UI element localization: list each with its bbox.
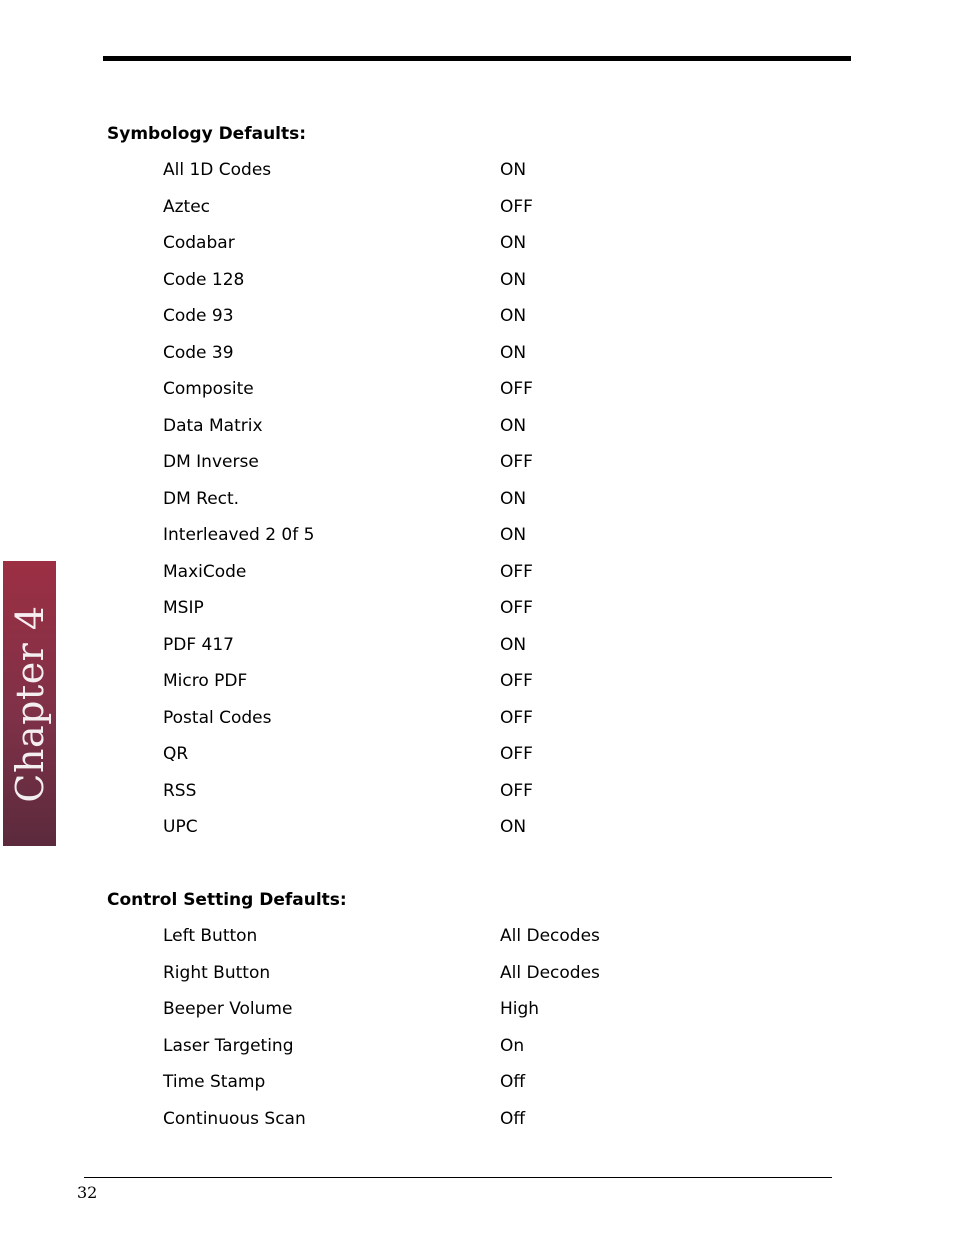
list-item <box>163 781 723 818</box>
setting-value: OFF <box>500 598 533 618</box>
setting-value: OFF <box>500 561 533 582</box>
setting-value: OFF <box>500 196 533 217</box>
list-item <box>163 562 723 599</box>
setting-value: ON <box>500 160 527 180</box>
setting-label: DM Inverse <box>163 452 259 472</box>
setting-label: Laser Targeting <box>163 1035 294 1056</box>
setting-value: ON <box>500 233 527 253</box>
setting-value: ON <box>500 269 527 290</box>
setting-value: OFF <box>500 452 533 472</box>
setting-label: Time Stamp <box>163 1072 266 1092</box>
setting-label: Micro PDF <box>163 671 248 691</box>
list-item <box>163 197 723 234</box>
setting-label: MaxiCode <box>163 561 247 582</box>
setting-label: Data Matrix <box>163 415 263 436</box>
list-item <box>163 379 723 416</box>
setting-value: ON <box>500 342 527 363</box>
list-item <box>163 306 723 343</box>
page-number: 32 <box>77 1183 98 1202</box>
control-setting-defaults-list <box>163 926 723 1145</box>
setting-value: OFF <box>500 780 533 801</box>
setting-value: Off <box>500 1072 526 1092</box>
setting-label: Postal Codes <box>163 707 272 728</box>
chapter-tab-label: Chapter 4 <box>7 604 52 803</box>
list-item <box>163 452 723 489</box>
setting-value: ON <box>500 306 527 326</box>
setting-value: OFF <box>500 744 533 764</box>
list-item <box>163 343 723 380</box>
setting-value: ON <box>500 488 527 509</box>
list-item <box>163 1036 723 1073</box>
symbology-defaults-heading: Symbology Defaults: <box>107 124 307 144</box>
symbology-defaults-list <box>163 160 723 854</box>
list-item <box>163 817 723 854</box>
setting-value: ON <box>500 415 527 436</box>
list-item <box>163 1109 723 1146</box>
setting-label: All 1D Codes <box>163 160 272 180</box>
list-item <box>163 1072 723 1109</box>
list-item <box>163 598 723 635</box>
setting-label: Code 39 <box>163 342 234 363</box>
setting-value: OFF <box>500 707 533 728</box>
list-item <box>163 926 723 963</box>
list-item <box>163 160 723 197</box>
list-item <box>163 963 723 1000</box>
setting-label: Interleaved 2 0f 5 <box>163 525 315 545</box>
setting-value: ON <box>500 634 527 655</box>
list-item <box>163 635 723 672</box>
setting-value: Off <box>500 1108 526 1129</box>
setting-label: QR <box>163 744 189 764</box>
setting-label: UPC <box>163 817 198 837</box>
list-item <box>163 525 723 562</box>
setting-label: DM Rect. <box>163 488 240 509</box>
setting-label: Composite <box>163 379 254 399</box>
setting-label: Beeper Volume <box>163 999 293 1019</box>
setting-value: ON <box>500 525 527 545</box>
setting-label: Aztec <box>163 196 211 217</box>
list-item <box>163 270 723 307</box>
setting-value: All Decodes <box>500 926 600 946</box>
control-setting-defaults-heading: Control Setting Defaults: <box>107 890 347 910</box>
list-item <box>163 744 723 781</box>
setting-label: Code 128 <box>163 269 245 290</box>
list-item <box>163 708 723 745</box>
chapter-tab <box>3 561 56 846</box>
list-item <box>163 489 723 526</box>
setting-value: All Decodes <box>500 962 600 983</box>
list-item <box>163 999 723 1036</box>
setting-label: Left Button <box>163 926 258 946</box>
setting-label: Continuous Scan <box>163 1108 306 1129</box>
list-item <box>163 416 723 453</box>
setting-label: Code 93 <box>163 306 234 326</box>
list-item <box>163 233 723 270</box>
setting-label: PDF 417 <box>163 634 234 655</box>
footer-rule <box>84 1177 832 1178</box>
setting-label: Right Button <box>163 962 271 983</box>
setting-value: ON <box>500 817 527 837</box>
setting-value: On <box>500 1035 525 1056</box>
setting-label: RSS <box>163 780 197 801</box>
list-item <box>163 671 723 708</box>
setting-label: MSIP <box>163 598 204 618</box>
setting-value: OFF <box>500 379 533 399</box>
setting-label: Codabar <box>163 233 235 253</box>
setting-value: OFF <box>500 671 533 691</box>
setting-value: High <box>500 999 540 1019</box>
header-rule <box>103 56 851 61</box>
